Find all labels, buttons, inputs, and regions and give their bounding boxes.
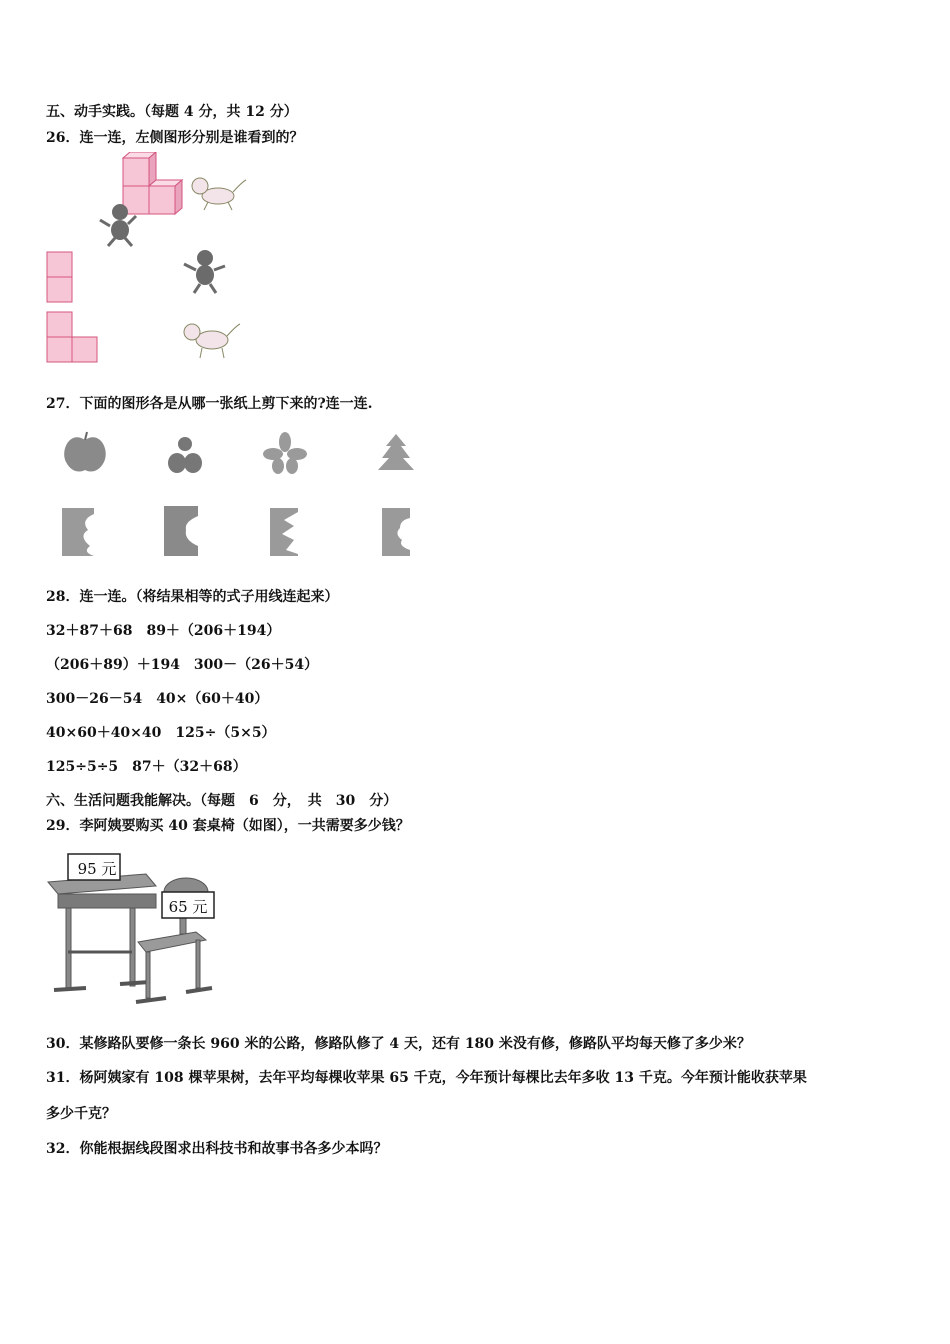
expression-row: （206＋89）＋194 300－（26＋54）: [46, 657, 319, 673]
chair-price-label: 65 元: [168, 898, 208, 916]
dog-icon: [192, 178, 246, 210]
desk-price-label: 95 元: [77, 860, 117, 878]
monkey-icon: [180, 248, 230, 296]
expression-row: 125÷5÷5 87＋（32＋68）: [46, 759, 247, 775]
two-stack-view: [46, 251, 76, 303]
expression-row: 32＋87＋68 89＋（206＋194）: [46, 623, 281, 639]
desk: [48, 874, 156, 990]
question-28-title: 28．连一连。（将结果相等的式子用线连起来）: [46, 589, 339, 605]
question-30: 30．某修路队要修一条长 960 米的公路，修路队修了 4 天，还有 180 米没有修，修路队平均每天修了多少米？: [46, 1036, 751, 1052]
expression-row: 300－26－54 40×（60＋40）: [46, 691, 269, 707]
section5-heading: 五、动手实践。（每题 4 分，共 12 分）: [46, 104, 298, 120]
l-shape-view: [46, 311, 102, 363]
folded-paper-2: [162, 504, 200, 558]
expression-row: 40×60＋40×40 125÷（5×5）: [46, 725, 276, 741]
flower-cutout-icon: [262, 432, 308, 474]
question-32: 32．你能根据线段图求出科技书和故事书各多少本吗？: [46, 1141, 388, 1157]
question-26: 26．连一连，左侧图形分别是谁看到的？: [46, 130, 304, 146]
question-31-line2: 多少千克？: [46, 1106, 116, 1122]
cube-stack: [123, 152, 182, 214]
gourd-cutout-icon: [162, 430, 208, 476]
question-31-line1: 31．杨阿姨家有 108 棵苹果树，去年平均每棵收苹果 65 千克，今年预计每棵比去年多收 13 千克。今年预计能收获苹果: [46, 1070, 807, 1086]
apple-cutout-icon: [60, 430, 110, 476]
cube-stack-illustration: [90, 152, 260, 252]
folded-paper-1: [60, 506, 98, 558]
folded-paper-3: [268, 506, 300, 558]
section6-heading: 六、生活问题我能解决。（每题 6 分， 共 30 分）: [46, 793, 398, 809]
question-27: 27．下面的图形各是从哪一张纸上剪下来的?连一连.: [46, 396, 373, 412]
dog-icon: [182, 318, 242, 362]
question-29: 29．李阿姨要购买 40 套桌椅（如图），一共需要多少钱？: [46, 818, 410, 834]
folded-paper-4: [380, 506, 412, 558]
tree-cutout-icon: [374, 432, 418, 474]
